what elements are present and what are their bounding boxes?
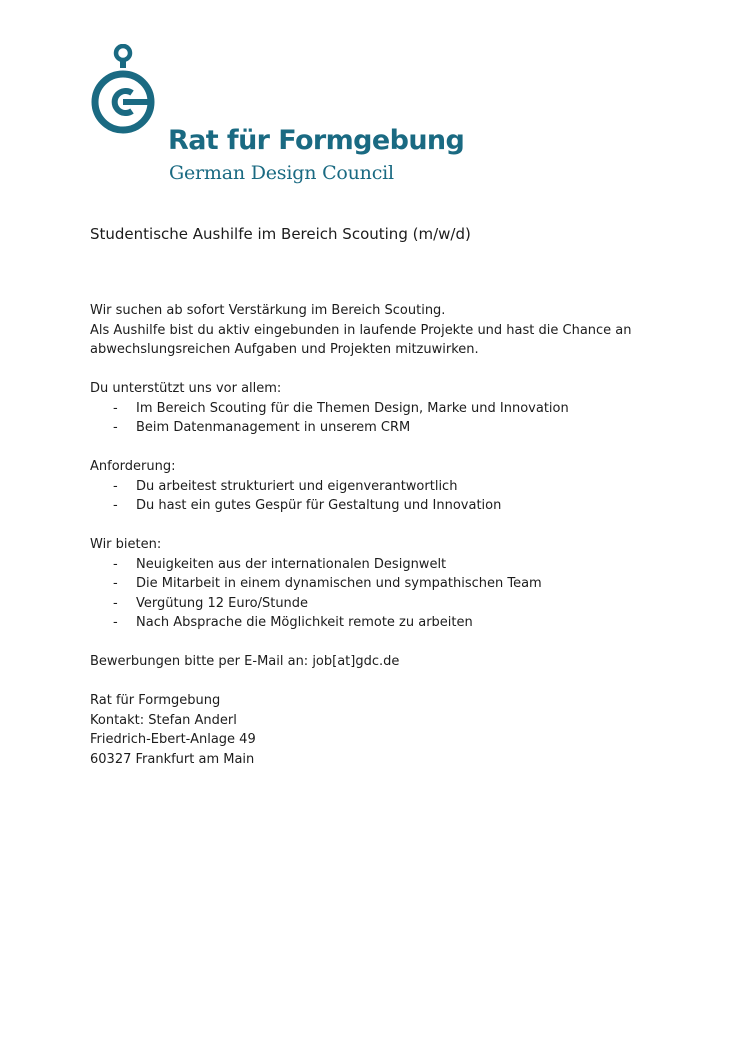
list-item-text: Nach Absprache die Möglichkeit remote zu arbeiten	[136, 615, 473, 630]
contact-line: Friedrich-Ebert-Anlage 49	[90, 732, 256, 747]
bullet-dash: -	[113, 615, 118, 630]
list-item-text: Im Bereich Scouting für die Themen Design, Marke und Innovation	[136, 400, 569, 416]
page-title: Studentische Aushilfe im Bereich Scouting (m/w/d)	[90, 225, 471, 243]
list-item	[90, 496, 690, 516]
document-body	[90, 301, 690, 769]
list-item	[90, 418, 690, 438]
contact-line: Rat für Formgebung	[90, 693, 221, 708]
bullet-dash: -	[113, 478, 118, 494]
bullet-dash: -	[113, 498, 118, 513]
list-item-text: Vergütung 12 Euro/Stunde	[136, 595, 309, 611]
list-item-text: Die Mitarbeit in einem dynamischen und sympathischen Team	[136, 576, 542, 591]
list-item	[90, 555, 690, 575]
tasks-heading: Du unterstützt uns vor allem:	[90, 381, 282, 396]
logo	[90, 44, 470, 184]
list-item-text: Du arbeitest strukturiert und eigenverantwortlich	[136, 478, 458, 494]
list-item	[90, 594, 690, 614]
contact-line: Kontakt: Stefan Anderl	[90, 712, 237, 728]
brand-name: Rat für Formgebung	[168, 125, 465, 156]
brand-subtitle: German Design Council	[169, 162, 394, 184]
contact-line: 60327 Frankfurt am Main	[90, 751, 255, 767]
requirements-heading: Anforderung:	[90, 459, 176, 474]
list-item	[90, 399, 690, 419]
intro-line: abwechslungsreichen Aufgaben und Projekten mitzuwirken.	[90, 342, 479, 357]
bullet-dash: -	[113, 595, 118, 611]
offer-heading: Wir bieten:	[90, 537, 162, 552]
list-item	[90, 613, 690, 633]
list-item	[90, 477, 690, 497]
list-item-text: Beim Datenmanagement in unserem CRM	[136, 420, 411, 435]
application-line: Bewerbungen bitte per E-Mail an: job[at]gdc.de	[90, 654, 400, 669]
list-item-text: Du hast ein gutes Gespür für Gestaltung und Innovation	[136, 498, 502, 513]
bullet-dash: -	[113, 400, 118, 416]
bullet-dash: -	[113, 420, 118, 435]
intro-line: Wir suchen ab sofort Verstärkung im Bereich Scouting.	[90, 303, 446, 318]
bullet-dash: -	[113, 556, 118, 572]
intro-line: Als Aushilfe bist du aktiv eingebunden in laufende Projekte und hast die Chance an	[90, 322, 632, 338]
list-item-text: Neuigkeiten aus der internationalen Designwelt	[136, 556, 447, 572]
bullet-dash: -	[113, 576, 118, 591]
list-item	[90, 574, 690, 594]
medal-circle-icon	[90, 44, 160, 139]
